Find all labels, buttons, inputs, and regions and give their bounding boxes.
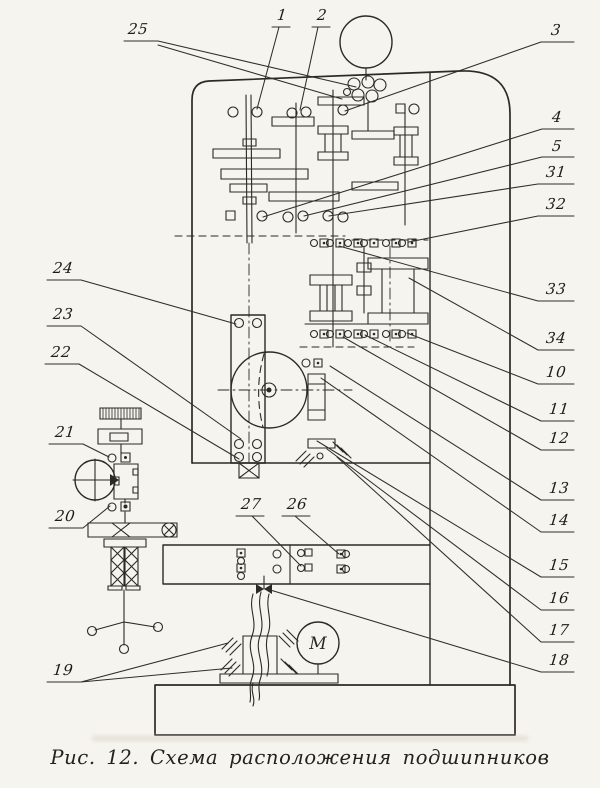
scan-smudge — [92, 736, 528, 741]
callout-5: 5 — [551, 137, 564, 155]
machine-outline — [155, 71, 515, 735]
middle-gear-cluster — [300, 239, 428, 367]
callout-16: 16 — [548, 589, 571, 607]
callout-2: 2 — [316, 6, 329, 24]
callout-31: 31 — [545, 163, 568, 181]
callout-34: 34 — [545, 329, 568, 347]
callout-24: 24 — [52, 259, 75, 277]
pulley-block — [243, 636, 277, 674]
callout-4: 4 — [551, 108, 564, 126]
callout-11: 11 — [548, 400, 571, 418]
mount-plate — [220, 674, 338, 683]
callout-21: 21 — [54, 423, 77, 441]
cross-shaft — [88, 523, 177, 537]
figure-caption: Рис. 12. Схема расположения подшипников — [50, 746, 550, 769]
callout-10: 10 — [545, 363, 568, 381]
callout-20: 20 — [54, 507, 77, 525]
angled-bearing-ne — [279, 630, 298, 647]
table-beam — [163, 545, 430, 584]
bearing-row-lower — [311, 330, 417, 338]
callout-14: 14 — [548, 511, 571, 529]
handwheel-side-icon — [73, 459, 119, 501]
callout-17: 17 — [548, 621, 571, 639]
callout-1: 1 — [276, 6, 289, 24]
pinion-sleeve — [308, 374, 325, 420]
spider-handle-icon — [88, 622, 163, 654]
motor-label: М — [309, 634, 327, 654]
callout-13: 13 — [548, 479, 571, 497]
callout-12: 12 — [548, 429, 571, 447]
callout-27: 27 — [240, 495, 263, 513]
drive-motor — [297, 622, 339, 674]
callout-15: 15 — [548, 556, 571, 574]
feed-controls-left — [73, 408, 177, 537]
callout-22: 22 — [50, 343, 73, 361]
bearing-row-upper — [311, 239, 417, 247]
callout-3: 3 — [550, 21, 563, 39]
callout-18: 18 — [548, 651, 571, 669]
spindle-assembly — [218, 315, 352, 478]
elevating-screw — [88, 539, 163, 654]
callout-33: 33 — [545, 280, 568, 298]
callout-32: 32 — [545, 195, 568, 213]
callout-25: 25 — [127, 20, 150, 38]
angled-bearing-nw — [222, 638, 241, 655]
angled-bearing-se — [281, 659, 298, 674]
handwheel-top-icon — [340, 16, 392, 102]
callout-26: 26 — [286, 495, 309, 513]
callout-19: 19 — [52, 661, 75, 679]
callout-23: 23 — [52, 305, 75, 323]
